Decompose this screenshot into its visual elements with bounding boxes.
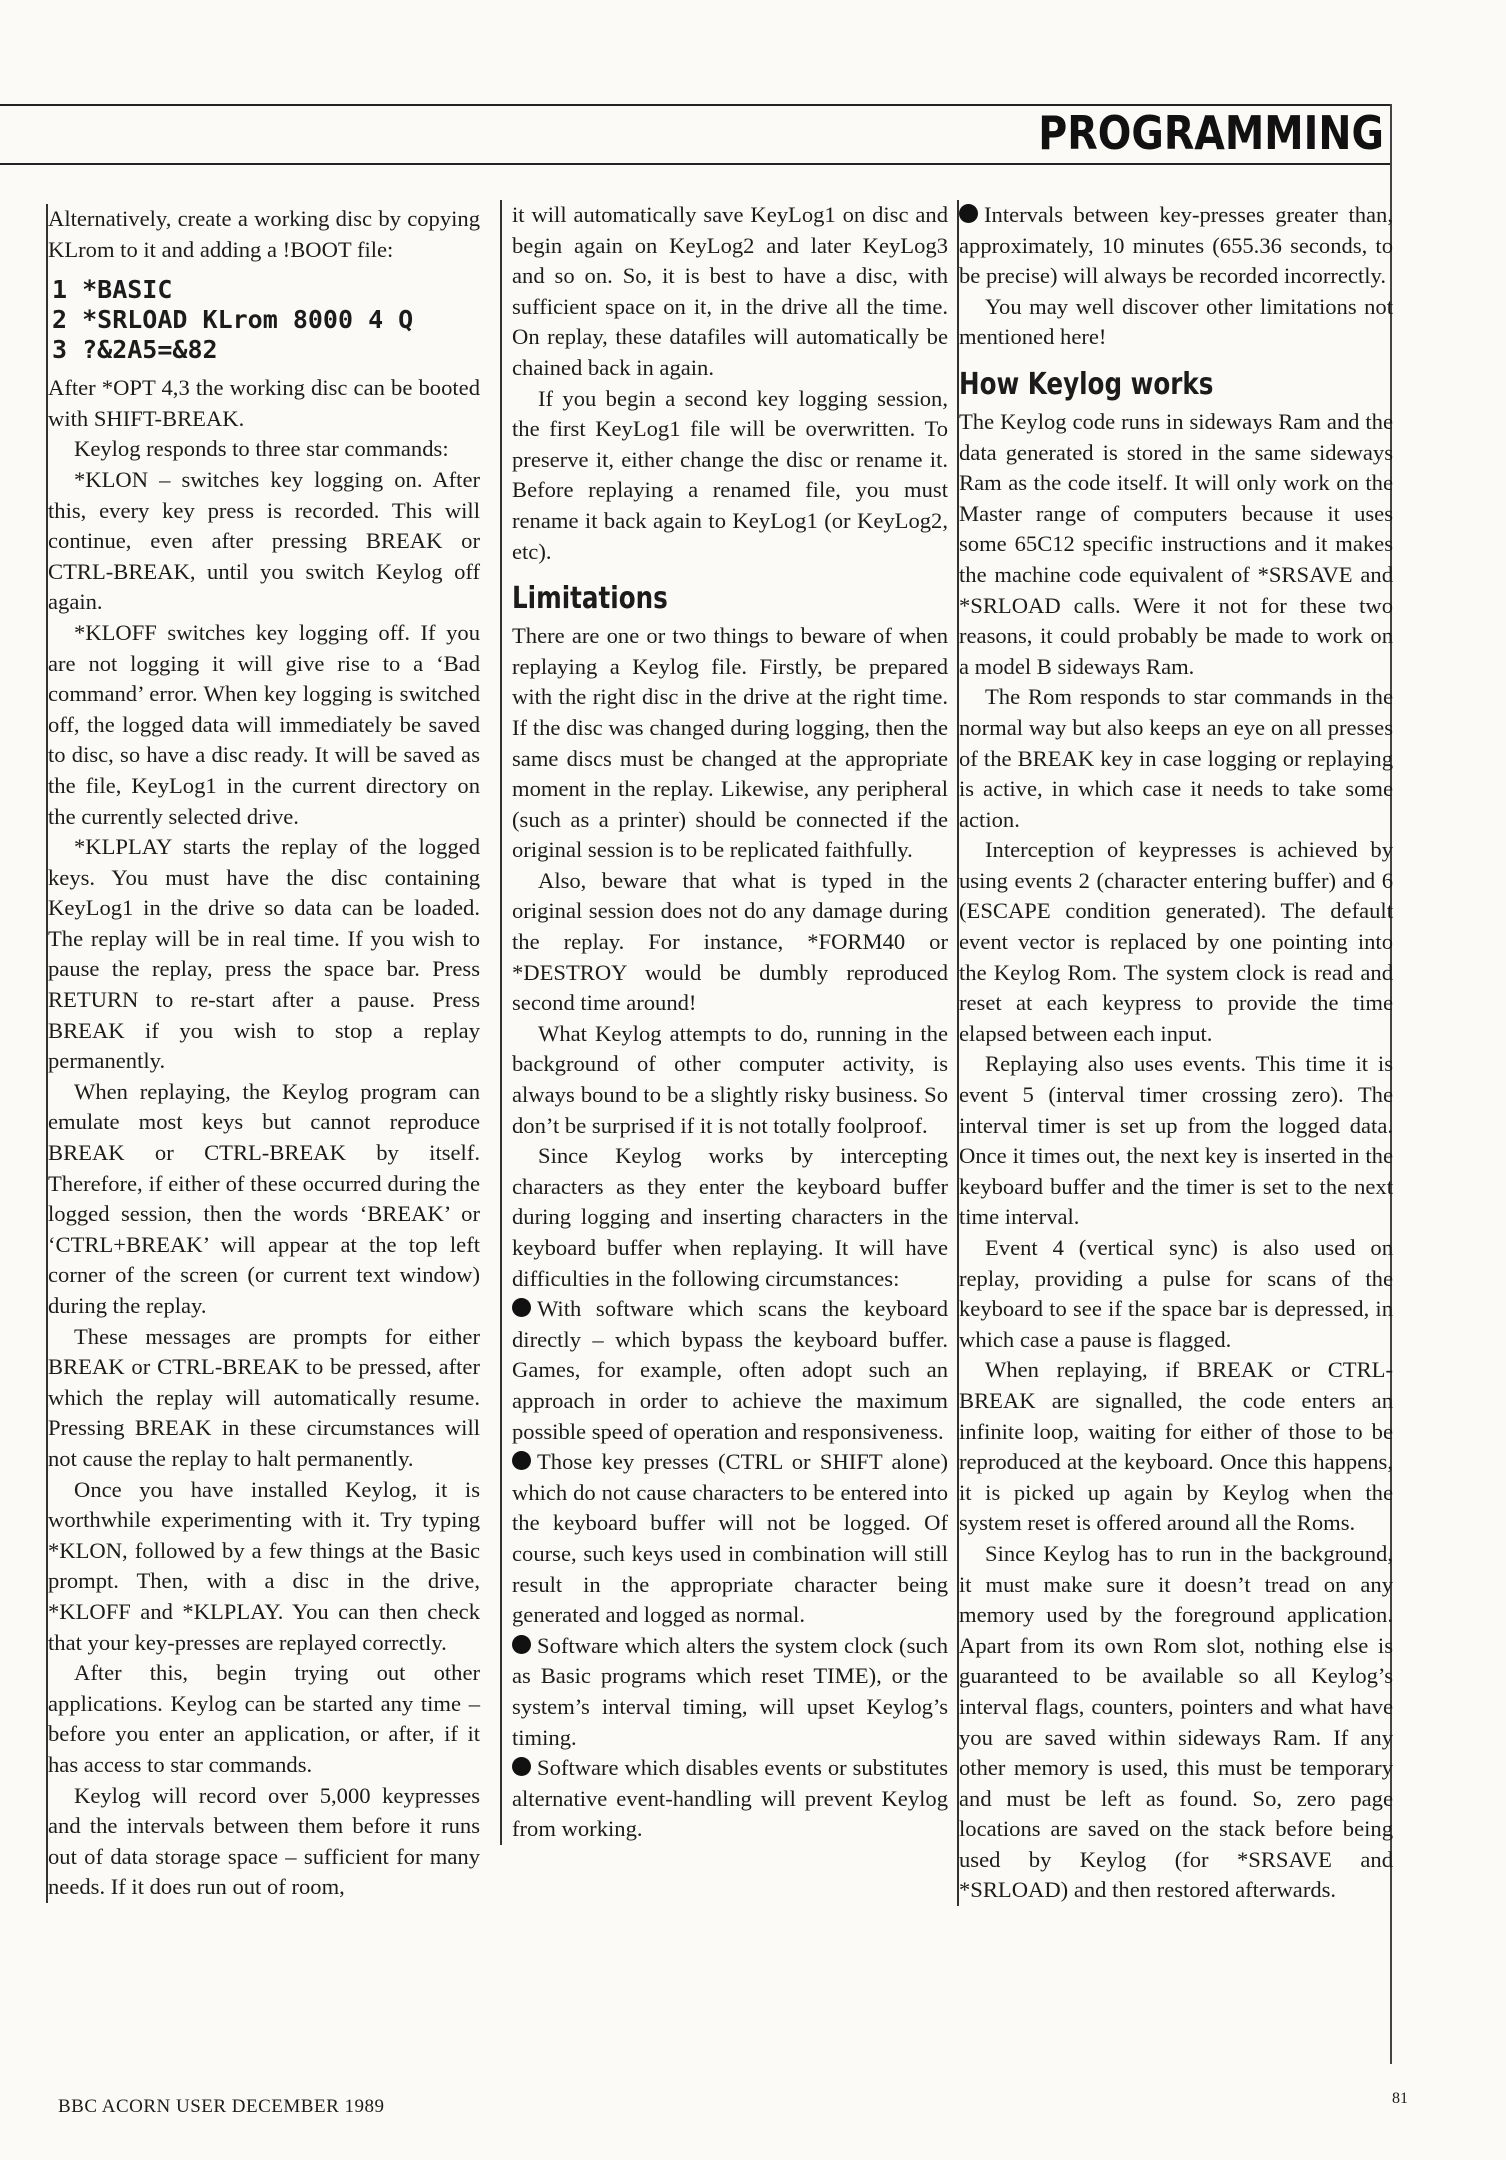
code-line: 3 ?&2A5=&82 bbox=[52, 335, 218, 365]
bullet-item: Those key presses (CTRL or SHIFT alone) which do not cause characters to be entered into the keyboard buffer will not be logged. Of course, such keys used in combination will still result in the appropriate character being generated and logged as normal. bbox=[512, 1449, 948, 1628]
section-title: PROGRAMMING bbox=[1038, 106, 1384, 160]
paragraph: If you begin a second key logging session, the first KeyLog1 file will be overwritten. To preserve it, either change the disc or rename it. Before replaying a renamed file, you must rename it back again to KeyLog1 (or KeyLog2, etc). bbox=[512, 385, 948, 564]
paragraph: When replaying, the Keylog program can emulate most keys but cannot reproduce BREAK or CTRL-BREAK by itself. Therefore, if either of these occurred during the logged session, then the words ‘BREAK’ or ‘CTRL+BREAK’ will appear at the top left corner of the screen (or current text window) during the replay. bbox=[48, 1078, 480, 1318]
footer-publication: BBC ACORN USER DECEMBER 1989 bbox=[58, 2096, 385, 2117]
paragraph: What Keylog attempts to do, running in the background of other computer activity, is always bound to be a slightly risky business. So don’t be surprised if it is not totally foolproof. bbox=[512, 1020, 948, 1138]
paragraph: You may well discover other limitations not mentioned here! bbox=[959, 293, 1393, 350]
paragraph: it will automatically save KeyLog1 on disc and begin again on KeyLog2 and later KeyLog3 and so on. So, it is best to have a disc, with sufficient space on it, in the drive all the time. On replay, these datafiles will automatically be chained back in again. bbox=[512, 202, 948, 380]
column-1 bbox=[46, 204, 480, 1903]
paragraph: Since Keylog has to run in the background, it must make sure it doesn’t tread on any memory used by the foreground application. Apart from its own Rom slot, nothing else is guaranteed to be available so all Keylog’s interval flags, counters, pointers and what have you are saved within sideways Ram. If any other memory is used, this must be temporary and must be left as found. So, zero page locations are saved on the stack before being used by Keylog (for *SRSAVE and *SRLOAD) and then restored afterwards. bbox=[959, 1540, 1393, 1903]
page-number: 81 bbox=[1392, 2090, 1408, 2107]
paragraph: Replaying also uses events. This time it is event 5 (interval timer crossing zero). The interval timer is set up from the logged data. Once it times out, the next key is inserted in the keyboard buffer and the timer is set to the next time interval. bbox=[959, 1051, 1393, 1230]
column-2 bbox=[500, 200, 948, 1845]
paragraph: When replaying, if BREAK or CTRL-BREAK are signalled, the code enters an infinite loop, waiting for either of those to be reproduced at the keyboard. Once this happens, it is picked up again by Keylog when the system reset is offered around all the Roms. bbox=[959, 1357, 1393, 1536]
subheading-limitations: Limitations bbox=[512, 581, 668, 617]
paragraph: Keylog will record over 5,000 keypresses and the intervals between them before it runs out of data storage space – sufficient for many needs. If it does run out of room, bbox=[48, 1782, 480, 1900]
bullet-item: With software which scans the keyboard directly – which bypass the keyboard buffer. Games, for example, often adopt such an approach in order to achieve the maximum possible speed of operation and responsiveness. bbox=[512, 1296, 948, 1444]
paragraph: *KLON – switches key logging on. After this, every key press is recorded. This will continue, even after pressing BREAK or CTRL-BREAK, until you switch Keylog off again. bbox=[48, 466, 480, 615]
paragraph: Keylog responds to three star commands: bbox=[74, 436, 449, 462]
subheading-how-keylog-works: How Keylog works bbox=[959, 366, 1214, 402]
paragraph: After this, begin trying out other applications. Keylog can be started any time – before you enter an application, or after, if it has access to star commands. bbox=[48, 1660, 480, 1777]
paragraph: *KLOFF switches key logging off. If you are not logging it will give rise to a ‘Bad command’ error. When key logging is switched off, the logged data will immediately be saved to disc, so have a disc ready. It will be saved as the file, KeyLog1 in the current directory on the currently selected drive. bbox=[48, 619, 480, 829]
bullet-item: Software which alters the system clock (such as Basic programs which reset TIME), or the system’s interval timing, will upset Keylog’s timing. bbox=[512, 1632, 948, 1750]
header-rule bbox=[0, 163, 1392, 165]
paragraph: Since Keylog works by intercepting characters as they enter the keyboard buffer during logging and inserting characters in the keyboard buffer when replaying. It will have difficulties in the following circumstances: bbox=[512, 1143, 948, 1291]
paragraph: *KLPLAY starts the replay of the logged keys. You must have the disc containing KeyLog1 in the drive so data can be loaded. The replay will be in real time. If you wish to pause the replay, press the space bar. Press RETURN to re-start after a pause. Press BREAK if you wish to stop a replay permanently. bbox=[48, 834, 480, 1074]
bullet-icon bbox=[959, 204, 978, 223]
paragraph: Once you have installed Keylog, it is worthwhile experimenting with it. Try typing *KLON, followed by a few things at the Basic prompt. Then, with a disc in the drive, *KLOFF and *KLPLAY. You can then check that your key-presses are replayed correctly. bbox=[48, 1476, 480, 1655]
bullet-icon bbox=[512, 1635, 531, 1654]
paragraph: The Keylog code runs in sideways Ram and the data generated is stored in the same sideways Ram as the code itself. It will only work on the Master range of computers because it uses some 65C12 specific instructions and it makes the machine code equivalent of *SRSAVE and *SRLOAD calls. Were it not for these two reasons, it could probably be made to work on a model B sideways Ram. bbox=[959, 408, 1393, 679]
bullet-icon bbox=[512, 1298, 531, 1317]
paragraph: Interception of keypresses is achieved by using events 2 (character entering buffer) and 6 (ESCAPE condition generated). The default event vector is replaced by one pointing into the Keylog Rom. The system clock is read and reset at each keypress to provide the time elapsed between each input. bbox=[959, 837, 1393, 1046]
code-listing bbox=[52, 275, 480, 365]
code-line: 1 *BASIC bbox=[52, 275, 173, 305]
bullet-item: Intervals between key-presses greater than, approximately, 10 minutes (655.36 seconds, to be precise) will always be recorded incorrectly. bbox=[959, 202, 1393, 289]
bullet-item: Software which disables events or substitutes alternative event-handling will prevent Keylog from working. bbox=[512, 1755, 948, 1842]
bullet-icon bbox=[512, 1757, 531, 1776]
paragraph: Event 4 (vertical sync) is also used on replay, providing a pulse for scans of the keyboard to see if the space bar is depressed, in which case a pause is flagged. bbox=[959, 1235, 1393, 1352]
paragraph: These messages are prompts for either BREAK or CTRL-BREAK to be pressed, after which the replay will automatically resume. Pressing BREAK in these circumstances will not cause the replay to halt permanently. bbox=[48, 1323, 480, 1471]
column-3 bbox=[957, 200, 1393, 1906]
paragraph: Also, beware that what is typed in the original session does not do any damage during the replay. For instance, *FORM40 or *DESTROY would be dumbly reproduced second time around! bbox=[512, 867, 948, 1016]
paragraph: After *OPT 4,3 the working disc can be booted with SHIFT-BREAK. bbox=[48, 375, 480, 431]
paragraph: There are one or two things to beware of when replaying a Keylog file. Firstly, be prepared with the right disc in the drive at the right time. If the disc was changed during logging, then the same discs must be changed at the appropriate moment in the replay. Likewise, any peripheral (such as a printer) should be connected if the original session is to be replicated faithfully. bbox=[512, 623, 948, 863]
paragraph: The Rom responds to star commands in the normal way but also keeps an eye on all presses of the BREAK key in case logging or replaying is active, in which case it needs to take some action. bbox=[959, 684, 1393, 832]
paragraph: Alternatively, create a working disc by copying KLrom to it and adding a !BOOT file: bbox=[48, 206, 480, 262]
code-line: 2 *SRLOAD KLrom 8000 4 Q bbox=[52, 305, 414, 335]
bullet-icon bbox=[512, 1451, 531, 1470]
